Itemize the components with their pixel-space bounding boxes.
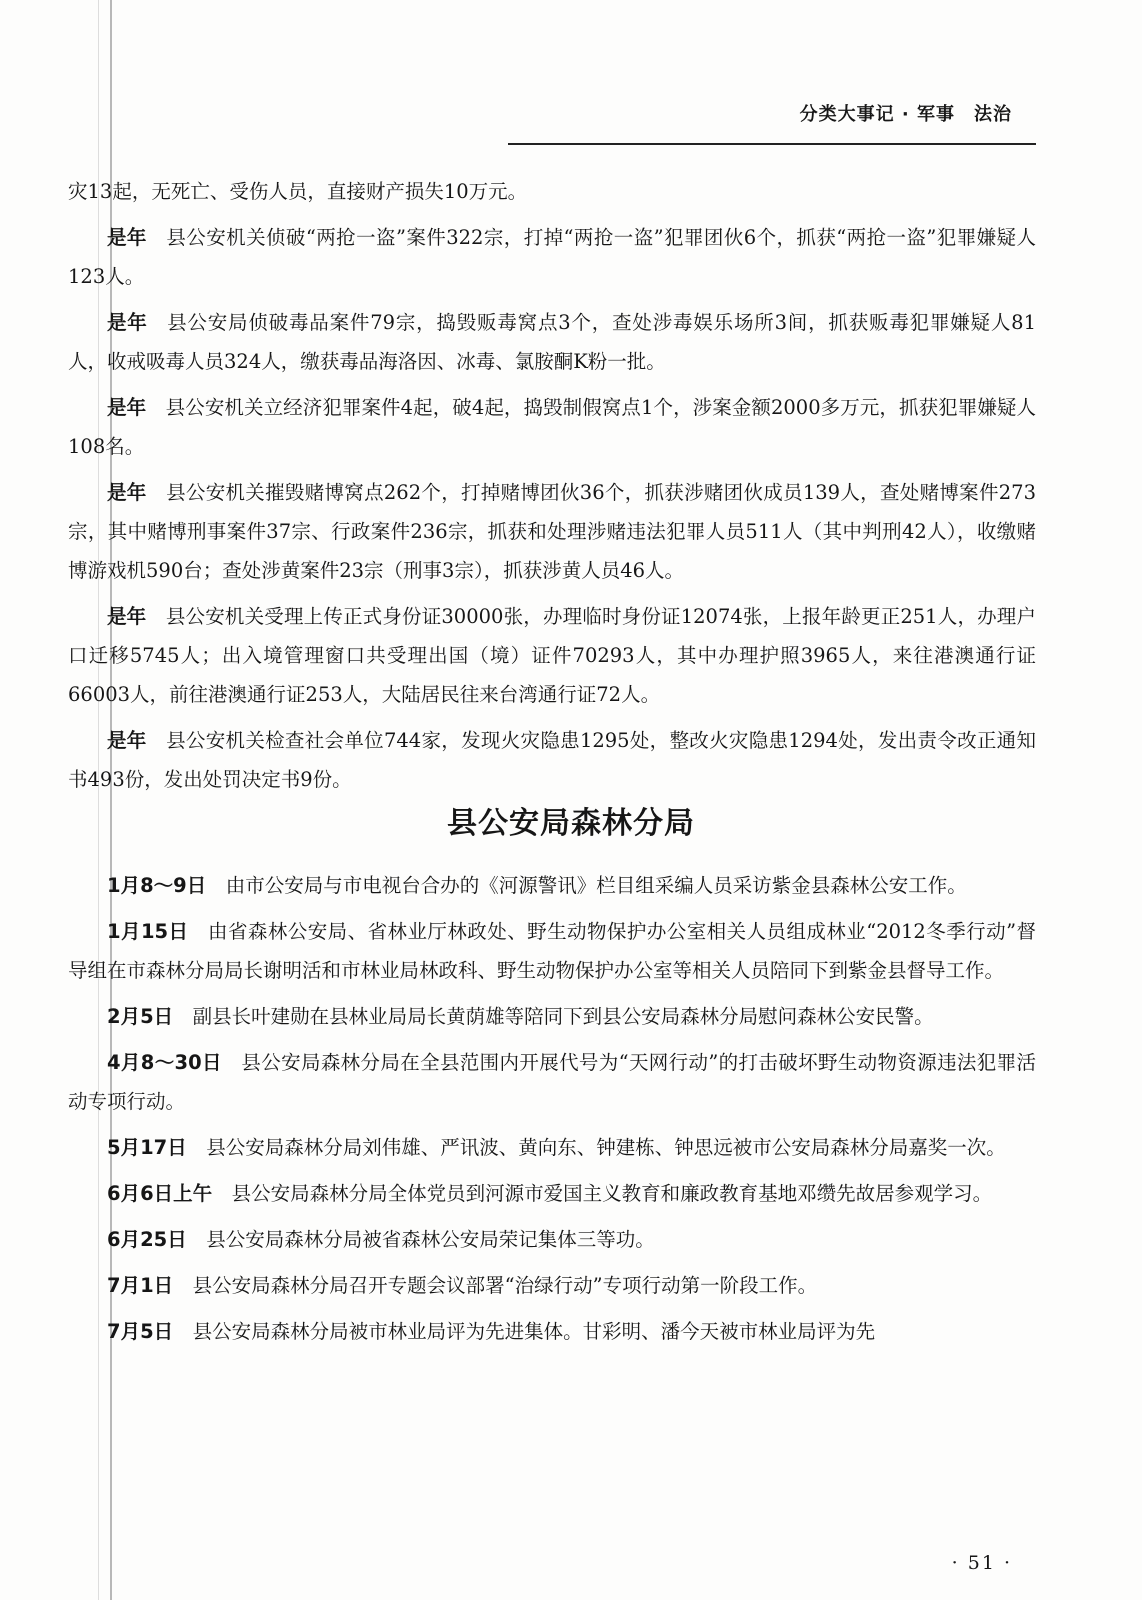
- entry-lead: 6月25日: [107, 1228, 187, 1251]
- entry-lead: 7月1日: [107, 1274, 174, 1297]
- top-entries: [68, 172, 1036, 806]
- entry-text: 县公安机关侦破“两抢一盗”案件322宗，打掉“两抢一盗”犯罪团伙6个，抓获“两抢一盗”犯罪嫌疑人123人。: [68, 226, 1036, 288]
- entry-lead: 7月5日: [107, 1320, 174, 1343]
- header-rule: [508, 143, 1036, 145]
- entry: [68, 721, 1036, 799]
- entry-lead: 5月17日: [107, 1136, 187, 1159]
- entry-text: 县公安机关摧毁赌博窝点262个，打掉赌博团伙36个，抓获涉赌团伙成员139人，查处赌博案件273宗，其中赌博刑事案件37宗、行政案件236宗，抓获和处理涉赌违法犯罪人员511人（其中判刑42人），收缴赌博游戏机590台；查处涉黄案件23宗（刑事3宗），抓获涉黄人员46人。: [68, 481, 1036, 582]
- entry-lead: 是年: [107, 311, 148, 334]
- entry: [68, 218, 1036, 296]
- entry: [68, 1266, 1036, 1305]
- entry-lead: 是年: [107, 481, 147, 504]
- entry-text: 副县长叶建勋在县林业局局长黄荫雄等陪同下到县公安局森林分局慰问森林公安民警。: [192, 1005, 934, 1028]
- entry: [68, 866, 1036, 905]
- entry: [68, 1220, 1036, 1259]
- entry: [68, 912, 1036, 990]
- entry-lead: 1月8～9日: [107, 874, 207, 897]
- section-entries: [68, 866, 1036, 1358]
- entry-text: 县公安机关立经济犯罪案件4起，破4起，捣毁制假窝点1个，涉案金额2000多万元，抓获犯罪嫌疑人108名。: [68, 396, 1036, 458]
- entry-lead: 4月8～30日: [107, 1051, 222, 1074]
- entry: [68, 597, 1036, 714]
- entry-text: 由市公安局与市电视台合办的《河源警讯》栏目组采编人员采访紫金县森林公安工作。: [225, 874, 967, 897]
- entry: [68, 997, 1036, 1036]
- entry-lead: 是年: [107, 226, 147, 249]
- entry-text: 县公安局森林分局被市林业局评为先进集体。甘彩明、潘今天被市林业局评为先: [192, 1320, 876, 1343]
- page-number: · 51 ·: [951, 1552, 1012, 1574]
- running-header: 分类大事记 · 军事 法治: [799, 104, 1012, 125]
- entry-text: 县公安局森林分局召开专题会议部署“治绿行动”专项行动第一阶段工作。: [192, 1274, 818, 1297]
- entry-continued: [68, 172, 1036, 211]
- entry: [68, 1174, 1036, 1213]
- entry-text: 县公安局森林分局全体党员到河源市爱国主义教育和廉政教育基地邓缵先故居参观学习。: [231, 1182, 993, 1205]
- entry-lead: 是年: [107, 605, 147, 628]
- entry-lead: 6月6日上午: [107, 1182, 213, 1205]
- entry-text: 县公安局森林分局被省森林公安局荣记集体三等功。: [206, 1228, 655, 1251]
- entry: [68, 388, 1036, 466]
- entry-text: 由省森林公安局、省林业厅林政处、野生动物保护办公室相关人员组成林业“2012冬季行动”督导组在市森林分局局长谢明活和市林业局林政科、野生动物保护办公室等相关人员陪同下到紫金县督导工作。: [68, 920, 1036, 982]
- entry-lead: 是年: [107, 729, 147, 752]
- entry-lead: 2月5日: [107, 1005, 174, 1028]
- entry: [68, 1128, 1036, 1167]
- entry: [68, 303, 1036, 381]
- entry-text: 县公安机关检查社会单位744家，发现火灾隐患1295处，整改火灾隐患1294处，发出责令改正通知书493份，发出处罚决定书9份。: [68, 729, 1036, 791]
- entry: [68, 1312, 1036, 1351]
- entry-lead: 1月15日: [107, 920, 189, 943]
- entry-lead: 是年: [107, 396, 147, 419]
- entry-text: 灾13起，无死亡、受伤人员，直接财产损失10万元。: [68, 180, 528, 203]
- section-title: 县公安局森林分局: [447, 806, 695, 841]
- entry-text: 县公安局森林分局在全县范围内开展代号为“天网行动”的打击破坏野生动物资源违法犯罪活动专项行动。: [68, 1051, 1036, 1113]
- entry-text: 县公安机关受理上传正式身份证30000张，办理临时身份证12074张，上报年龄更正251人，办理户口迁移5745人；出入境管理窗口共受理出国（境）证件70293人，其中办理护照3965人，来往港澳通行证66003人，前往港澳通行证253人，大陆居民往来台湾通行证72人。: [68, 605, 1036, 706]
- entry-text: 县公安局森林分局刘伟雄、严讯波、黄向东、钟建栋、钟思远被市公安局森林分局嘉奖一次。: [206, 1136, 1006, 1159]
- entry-text: 县公安局侦破毒品案件79宗，捣毁贩毒窝点3个，查处涉毒娱乐场所3间，抓获贩毒犯罪嫌疑人81人，收戒吸毒人员324人，缴获毒品海洛因、冰毒、氯胺酮K粉一批。: [68, 311, 1036, 373]
- entry: [68, 473, 1036, 590]
- entry: [68, 1043, 1036, 1121]
